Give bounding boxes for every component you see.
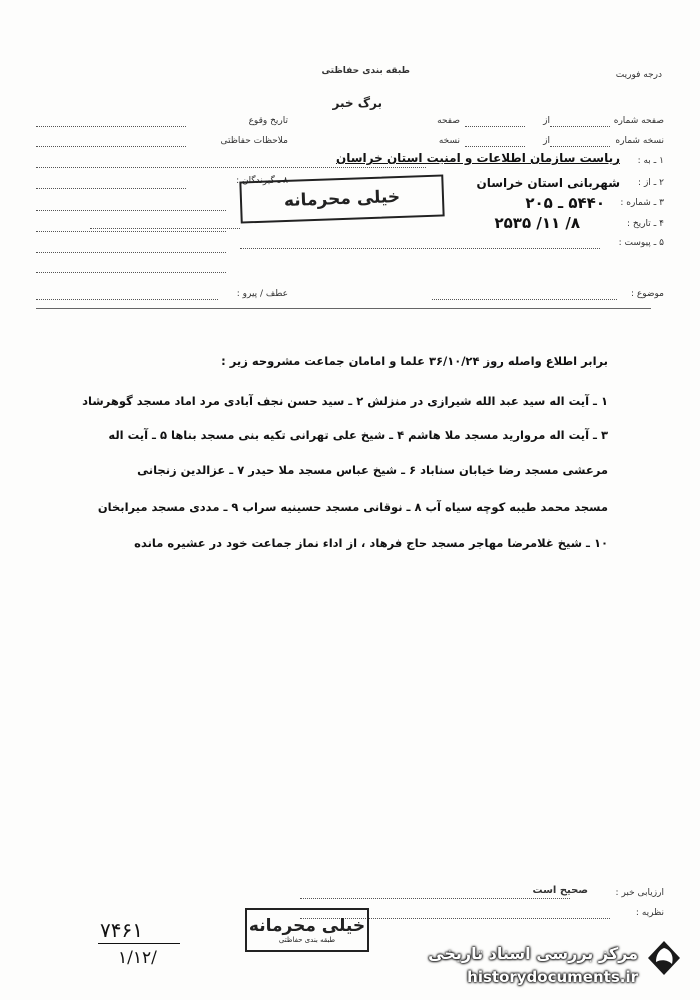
body-line-1: برابر اطلاع واصله روز ۳۶/۱۰/۲۴ علما و امامان جماعت مشروحه زیر :	[221, 354, 608, 368]
recipients-dots-4	[36, 252, 226, 253]
page-of-dots	[465, 126, 525, 127]
evaluation-value: صحیح است	[532, 885, 588, 896]
bottom-stamp-caption: طبقه بندی حفاظتی	[278, 935, 336, 944]
copy-label: نسخه	[438, 136, 460, 146]
copy-of-dots	[465, 146, 525, 147]
page-label: صفحه	[437, 116, 460, 126]
from-label: ۲ ـ از :	[638, 178, 664, 188]
reference-label: عطف / پیرو :	[236, 289, 288, 299]
to-value: ریاست سازمان اطلاعات و امنیت استان خراسان	[335, 151, 620, 165]
subject-label: موضوع :	[630, 289, 664, 299]
watermark-title: مرکز بررسی اسناد تاریخی	[428, 944, 638, 963]
security-notes-label: ملاحظات حفاظتی	[220, 136, 288, 146]
classification-label: طبقه بندی حفاظتی	[321, 66, 410, 76]
body-line-5: مسجد محمد طیبه کوچه سیاه آب ۸ ـ نوقانی مسجد حسینیه سراب ۹ ـ مددی مسجد میرابخان	[97, 500, 608, 514]
attachment-dots	[240, 248, 600, 249]
bottom-classification-stamp	[245, 908, 369, 952]
recipients-label: ۸ ـ گیرندگان :	[236, 176, 288, 186]
evaluation-dots	[300, 898, 570, 899]
copy-of-label: از	[543, 136, 550, 146]
handwritten-date: ۱/۱۲/	[118, 948, 157, 968]
page-no-dots	[550, 126, 610, 127]
bottom-stamp-text: خیلی محرمانه	[248, 915, 366, 936]
date-dots	[90, 228, 240, 229]
body-line-4: مرعشی مسجد رضا خیابان سناباد ۶ ـ شیخ عباس مسجد ملا حیدر ۷ ـ عزالدین زنجانی	[137, 463, 608, 477]
watermark-url: historydocuments.ir	[467, 968, 638, 986]
archive-logo-icon	[644, 938, 684, 978]
of-label: از	[543, 116, 550, 126]
header-separator	[36, 308, 651, 309]
opinion-label: نظریه :	[635, 908, 664, 918]
date-label: ۴ ـ تاریخ :	[626, 219, 664, 229]
reference-dots	[36, 299, 218, 300]
body-line-6: ۱۰ ـ شیخ غلامرضا مهاجر مسجد حاج فرهاد ، از اداء نماز جماعت خود در عشیره مانده	[134, 536, 608, 550]
to-label: ۱ ـ به :	[637, 156, 664, 166]
handwritten-underline	[98, 943, 180, 944]
top-classification-stamp: خیلی محرمانه	[239, 174, 444, 223]
date-value: ۸/ ۱۱/ ۲۵۳۵	[494, 214, 580, 232]
number-value: ۵۴۴۰ ـ ۲۰۵	[525, 194, 605, 212]
recipients-dots-5	[36, 272, 226, 273]
attachment-label: ۵ ـ پیوست :	[618, 238, 664, 248]
body-line-3: ۳ ـ آیت اله مروارید مسجد ملا هاشم ۴ ـ شیخ علی تهرانی تکیه بنی مسجد بناها ۵ ـ آیت اله	[108, 428, 608, 442]
form-title: برگ خبر	[332, 96, 382, 110]
handwritten-number: ۷۴۶۱	[100, 918, 143, 942]
event-date-dots	[36, 126, 186, 127]
recipients-dots-3	[36, 231, 226, 232]
copy-no-label: نسخه شماره	[615, 136, 664, 146]
recipients-dots	[36, 188, 186, 189]
number-label: ۳ ـ شماره :	[620, 198, 664, 208]
notes-dots-2	[36, 167, 426, 168]
body-line-2: ۱ ـ آیت اله سید عبد الله شیرازی در منزلش ۲ ـ سید حسن نجف آبادی مرد اماد مسجد گوهرشاد	[82, 394, 608, 408]
security-notes-dots	[36, 146, 186, 147]
subject-dots	[432, 299, 617, 300]
from-value: شهربانی استان خراسان	[476, 176, 620, 190]
copy-no-dots	[550, 146, 610, 147]
evaluation-label: ارزیابی خبر :	[615, 888, 664, 898]
event-date-label: تاریخ وقوع	[248, 116, 288, 126]
recipients-dots-2	[36, 210, 226, 211]
page-no-label: صفحه شماره	[613, 116, 664, 126]
urgency-label: درجه فوریت	[615, 70, 662, 80]
